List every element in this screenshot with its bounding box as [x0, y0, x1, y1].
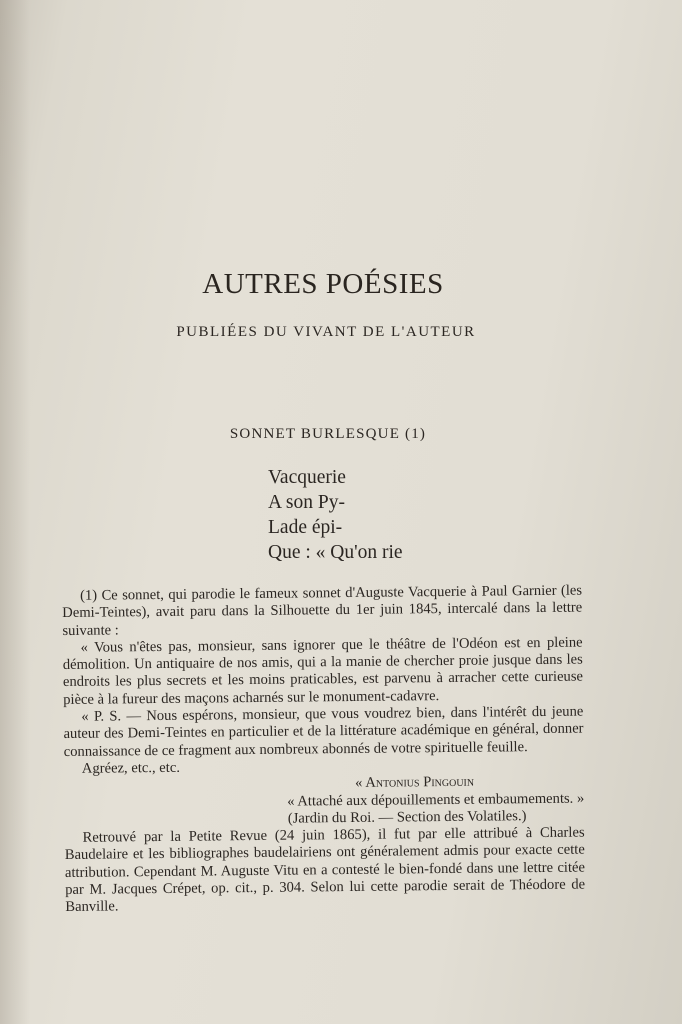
poem-title: SONNET BURLESQUE (1)	[229, 426, 427, 442]
footnote-paragraph: (1) Ce sonnet, qui parodie le fameux sonnet d'Auguste Vacquerie à Paul Garnier (les Demi-Teintes), avait paru dans la Silhouette du 1er juin 1845, intercalé dans la lettre suivante :	[62, 582, 583, 639]
footnote-paragraph: Retrouvé par la Petite Revue (24 juin 1865), il fut par elle attribué à Charles Baudelaire et les bibliographes baudelairiens ont généralement admis pour exacte cette attribution. Cependant M. Auguste Vitu en a contesté le bien-fondé dans une lettre citée par M. Jacques Crépet, op. cit., p. 304. Selon lui cette parodie serait de Théodore de Banville.	[64, 824, 586, 916]
poem-line: Vacquerie	[268, 467, 346, 488]
footnote-paragraph: « Vous n'êtes pas, monsieur, sans ignorer que le théâtre de l'Odéon est en pleine démolition. Un antiquaire de nos amis, qui a la manie de chercher proie jusque dans les endroits les plus secrets et les moins praticables, est parvenu à arracher cette curieuse pièce à la fureur des maçons acharnés sur le monument-cadavre.	[62, 634, 584, 708]
footnote	[62, 583, 585, 917]
footnote-signature-title: « Attaché aux dépouillements et embaumements. »	[287, 790, 585, 810]
poem-stanza	[268, 465, 403, 565]
poem-line: Que : « Qu'on rie	[268, 542, 403, 563]
footnote-paragraph: « P. S. — Nous espérons, monsieur, que vous voudrez bien, dans l'intérêt du jeune auteur des Demi-Teintes en particulier et de la littérature académique en général, donner connaissance de ce fragment aux nombreux abonnés de votre spirituelle feuille.	[63, 703, 584, 760]
section-subtitle: PUBLIÉES DU VIVANT DE L'AUTEUR	[176, 324, 476, 340]
poem-line: Lade épi-	[268, 517, 343, 538]
page-gutter-shadow	[0, 0, 30, 1024]
footnote-signature-place: (Jardin du Roi. — Section des Volatiles.)	[287, 808, 527, 827]
section-title: AUTRES POÉSIES	[202, 268, 444, 300]
footnote-paragraph: Agréez, etc., etc.	[81, 759, 181, 777]
poem-line: A son Py-	[268, 492, 345, 513]
footnote-signature: « Antonius Pingouin	[355, 773, 475, 792]
